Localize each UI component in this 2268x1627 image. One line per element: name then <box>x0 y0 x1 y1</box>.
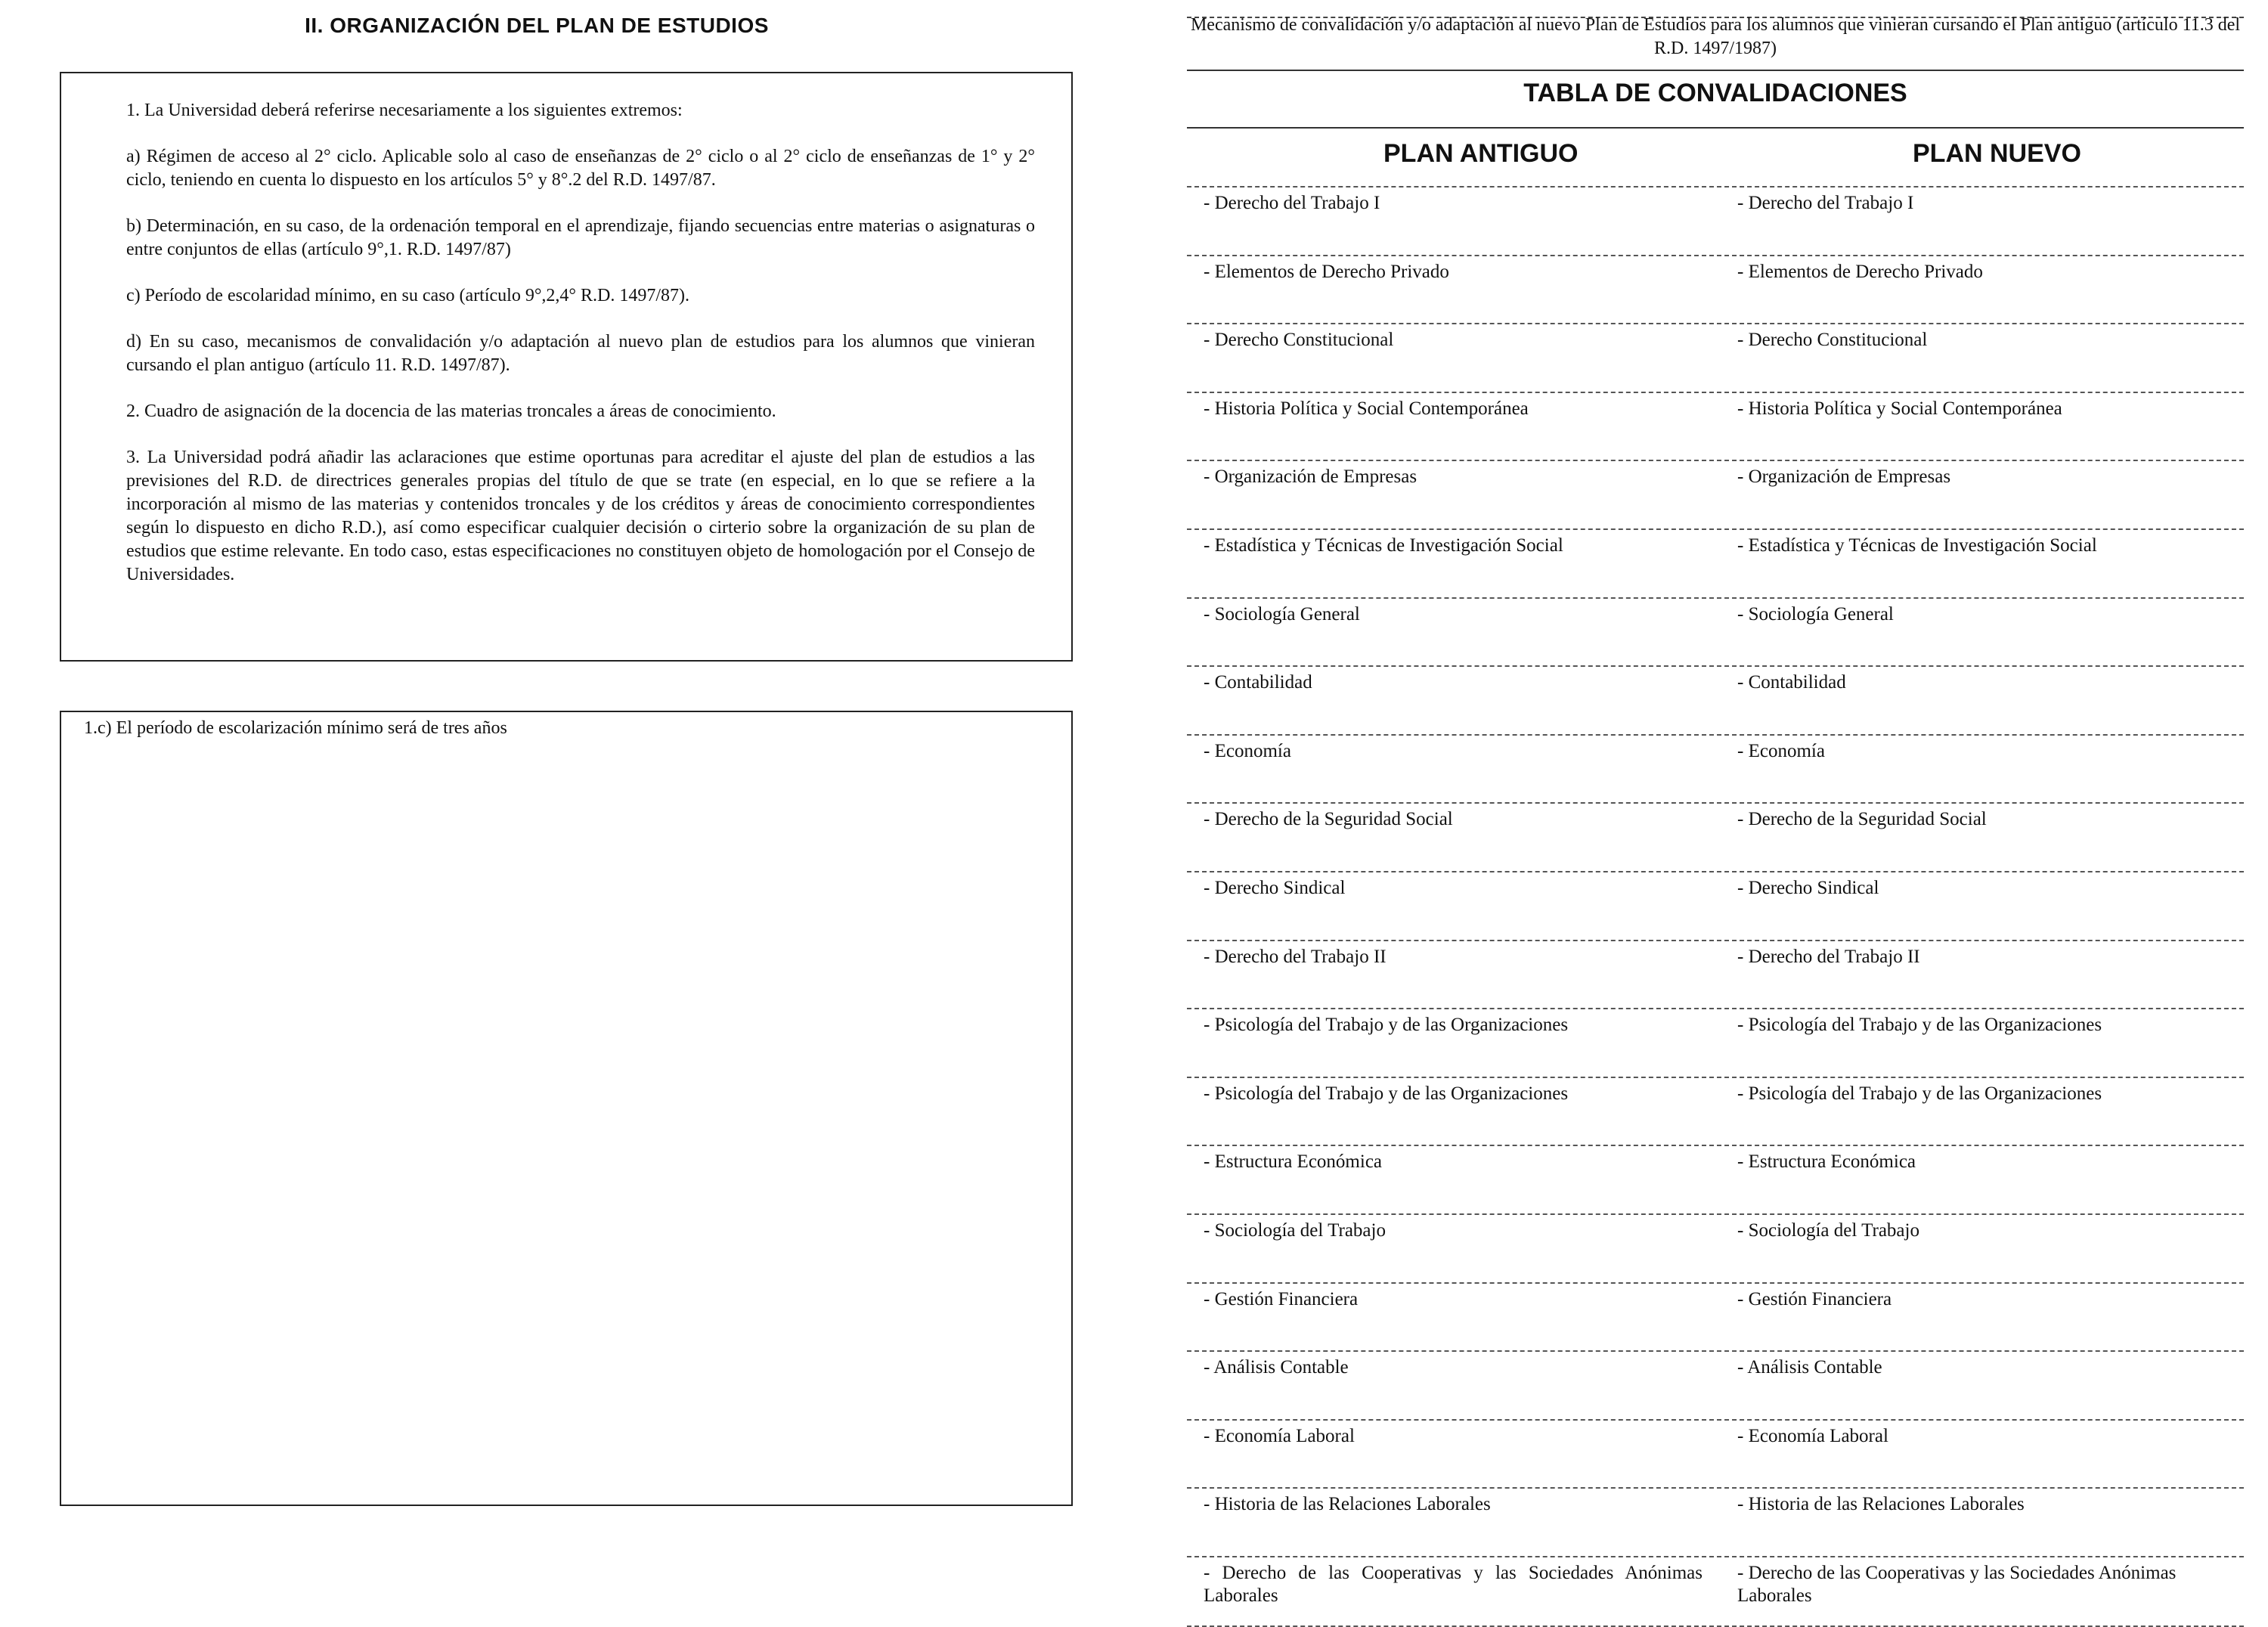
new-plan-subject: - Organización de Empresas <box>1737 466 1951 488</box>
new-plan-subject: - Derecho del Trabajo I <box>1737 193 1914 213</box>
old-plan-subject: - Estadística y Técnicas de Investigación Social <box>1204 535 1563 556</box>
answer-text: 1.c) El período de escolarización mínimo será de tres años <box>84 718 507 738</box>
instruction-paragraph: 3. La Universidad podrá añadir las aclaraciones que estime oportunas para acreditar el ajuste del plan de estudios a las previsiones del R.D. de directrices generales propias del título de que se trate (en especial, en lo que se refiere a la incorporación al mismo de las materias y contenidos troncales y de los créditos y áreas de conocimiento correspondientes según lo dispuesto en dicho R.D.), así como especificar cualquier decisión o cirterio sobre la organización de su plan de estudios que estime relevante. En todo caso, estas especificaciones no constituyen objeto de homologación por el Consejo de Universidades. <box>126 448 1035 584</box>
table-row <box>1187 1077 2244 1145</box>
convalidation-table <box>1187 186 2244 1627</box>
old-plan-subject: - Organización de Empresas <box>1204 466 1418 488</box>
old-plan-subject: - Sociología General <box>1204 603 1360 624</box>
column-header-old-plan: PLAN ANTIGUO <box>1383 139 1579 168</box>
new-plan-subject: - Sociología del Trabajo <box>1737 1219 1919 1241</box>
new-plan-subject: - Estructura Económica <box>1737 1151 1916 1173</box>
left-page <box>0 0 1134 1598</box>
table-row <box>1187 323 2244 392</box>
new-plan-subject: - Gestión Financiera <box>1737 1288 1892 1309</box>
table-row <box>1187 255 2244 324</box>
table-row <box>1187 1213 2244 1282</box>
old-plan-subject: - Sociología del Trabajo <box>1204 1219 1386 1241</box>
old-plan-subject: - Derecho de la Seguridad Social <box>1204 809 1453 830</box>
new-plan-subject: - Análisis Contable <box>1737 1357 1882 1378</box>
old-plan-subject: - Psicología del Trabajo y de las Organizaciones <box>1204 1083 1569 1104</box>
table-row <box>1187 460 2244 528</box>
instruction-paragraph: 1. La Universidad deberá referirse necesariamente a los siguientes extremos: <box>126 101 683 120</box>
answer-box <box>60 711 1073 1506</box>
table-row <box>1187 392 2244 460</box>
mechanism-note: Mecanismo de convalidación y/o adaptación al nuevo Plan de Estudios para los alumnos que vinieran cursando el Plan antiguo (artículo 11.3 del R.D. 1497/1987) <box>1190 15 2241 58</box>
table-row <box>1187 1282 2244 1351</box>
old-plan-subject: - Gestión Financiera <box>1204 1288 1359 1309</box>
new-plan-subject: - Psicología del Trabajo y de las Organizaciones <box>1737 1083 2102 1104</box>
new-plan-subject: - Sociología General <box>1737 603 1894 624</box>
table-row <box>1187 1487 2244 1556</box>
table-title: TABLA DE CONVALIDACIONES <box>1523 79 1907 107</box>
table-row <box>1187 802 2244 871</box>
old-plan-subject: - Análisis Contable <box>1204 1357 1349 1378</box>
table-row <box>1187 1350 2244 1419</box>
old-plan-subject: - Derecho de las Cooperativas y las Sociedades Anónimas Laborales <box>1204 1562 1703 1606</box>
old-plan-subject: - Historia Política y Social Contemporánea <box>1204 398 1529 419</box>
old-plan-subject: - Contabilidad <box>1204 672 1312 693</box>
old-plan-subject: - Derecho Constitucional <box>1204 330 1394 351</box>
table-row <box>1187 597 2244 666</box>
instruction-paragraph: b) Determinación, en su caso, de la ordenación temporal en el aprendizaje, fijando secuencias entre materias o asignaturas o entre conjuntos de ellas (artículo 9°,1. R.D. 1497/87) <box>126 216 1035 259</box>
table-row <box>1187 528 2244 597</box>
section-title: II. ORGANIZACIÓN DEL PLAN DE ESTUDIOS <box>305 14 769 37</box>
table-row <box>1187 734 2244 803</box>
table-row <box>1187 1145 2244 1213</box>
new-plan-subject: - Derecho Constitucional <box>1737 330 1928 351</box>
old-plan-subject: - Elementos de Derecho Privado <box>1204 261 1449 282</box>
old-plan-subject: - Estructura Económica <box>1204 1151 1383 1173</box>
old-plan-subject: - Derecho Sindical <box>1204 877 1346 898</box>
new-plan-subject: - Psicología del Trabajo y de las Organizaciones <box>1737 1015 2102 1036</box>
old-plan-subject: - Historia de las Relaciones Laborales <box>1204 1494 1491 1515</box>
title-rule-bottom <box>1187 127 2244 129</box>
new-plan-subject: - Historia Política y Social Contemporánea <box>1737 398 2062 419</box>
new-plan-subject: - Economía Laboral <box>1737 1425 1888 1446</box>
table-row <box>1187 1008 2244 1077</box>
old-plan-subject: - Psicología del Trabajo y de las Organizaciones <box>1204 1015 1569 1036</box>
old-plan-subject: - Economía Laboral <box>1204 1425 1355 1446</box>
instruction-paragraph: 2. Cuadro de asignación de la docencia de las materias troncales a áreas de conocimiento. <box>126 401 776 421</box>
new-plan-subject: - Elementos de Derecho Privado <box>1737 261 1983 282</box>
old-plan-subject: - Derecho del Trabajo II <box>1204 946 1387 967</box>
old-plan-subject: - Derecho del Trabajo I <box>1204 193 1380 213</box>
table-row <box>1187 186 2244 255</box>
title-rule-top <box>1187 70 2244 71</box>
instruction-paragraph: c) Período de escolaridad mínimo, en su caso (artículo 9°,2,4° R.D. 1497/87). <box>126 286 690 305</box>
old-plan-subject: - Economía <box>1204 740 1291 761</box>
new-plan-subject: - Derecho del Trabajo II <box>1737 946 1920 967</box>
instructions-box <box>60 72 1073 662</box>
table-row <box>1187 940 2244 1009</box>
new-plan-subject: - Derecho de la Seguridad Social <box>1737 809 1987 830</box>
new-plan-subject: - Estadística y Técnicas de Investigación Social <box>1737 535 2097 556</box>
instruction-paragraph: d) En su caso, mecanismos de convalidación y/o adaptación al nuevo plan de estudios para los alumnos que vinieran cursando el plan antiguo (artículo 11. R.D. 1497/87). <box>126 332 1035 375</box>
instruction-paragraph: a) Régimen de acceso al 2° ciclo. Aplicable solo al caso de enseñanzas de 2° ciclo o al 2° ciclo de enseñanzas de 1° y 2° ciclo, teniendo en cuenta lo dispuesto en los artículos 5° y 8°.2 del R.D. 1497/87. <box>126 147 1035 190</box>
new-plan-subject: - Contabilidad <box>1737 672 1846 693</box>
table-row <box>1187 1556 2244 1627</box>
new-plan-subject: - Derecho de las Cooperativas y las Sociedades Anónimas Laborales <box>1737 1562 2177 1606</box>
table-row <box>1187 665 2244 734</box>
new-plan-subject: - Derecho Sindical <box>1737 877 1879 898</box>
right-page <box>1134 0 2268 1606</box>
column-header-new-plan: PLAN NUEVO <box>1913 139 2081 168</box>
table-row <box>1187 871 2244 940</box>
new-plan-subject: - Historia de las Relaciones Laborales <box>1737 1494 2025 1515</box>
table-row <box>1187 1419 2244 1488</box>
new-plan-subject: - Economía <box>1737 740 1825 761</box>
